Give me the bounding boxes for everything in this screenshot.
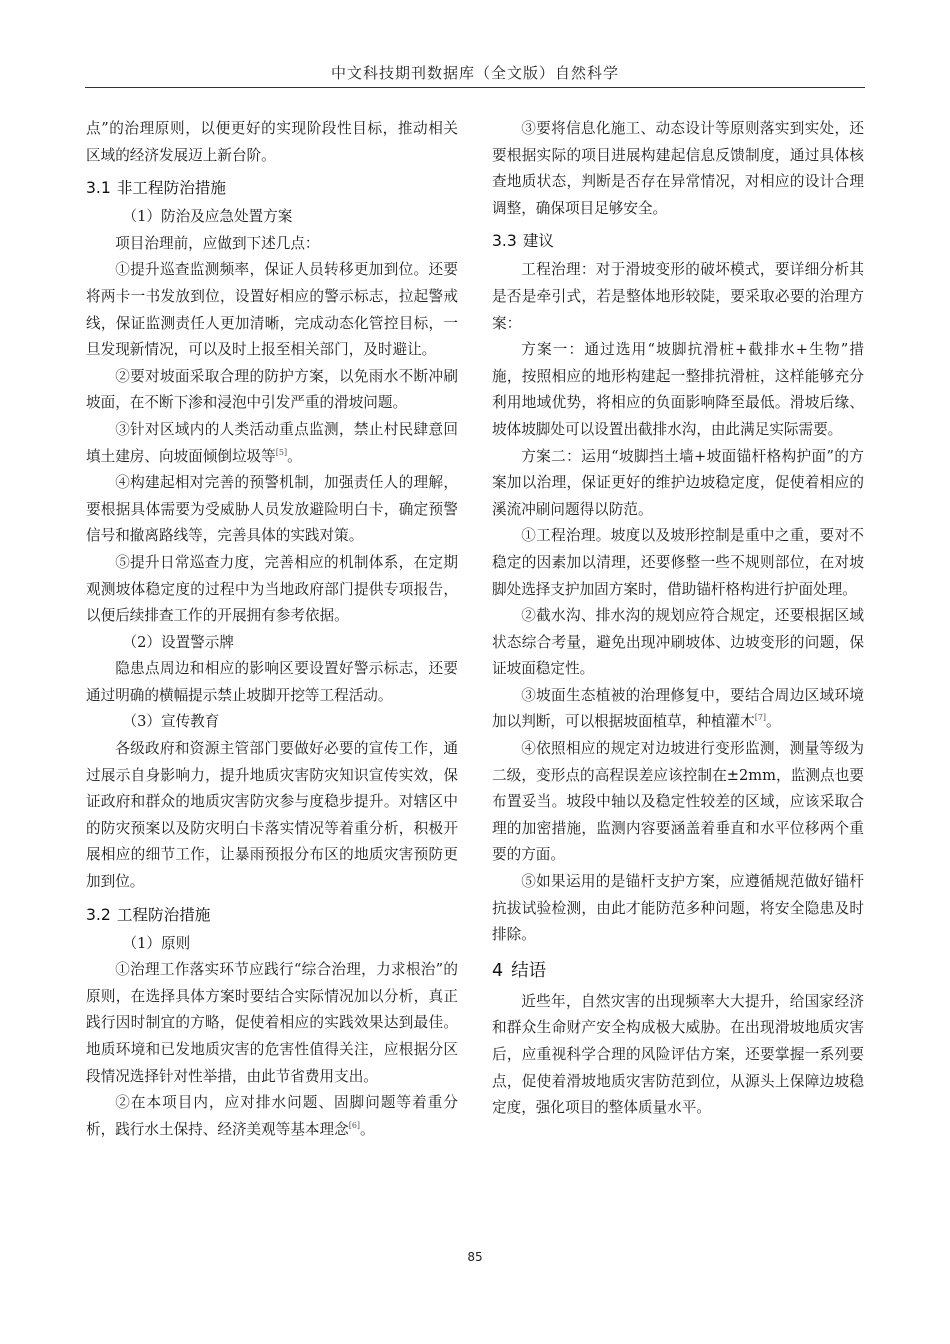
paragraph-text: ②在本项目内，应对排水问题、固脚问题等着重分析，践行水土保持、经济美观等基本理念 (86, 1094, 458, 1138)
subheading-warning-sign: （2）设置警示牌 (122, 633, 234, 651)
citation-ref[interactable]: [7] (754, 713, 767, 723)
journal-header: 中文科技期刊数据库（全文版）自然科学 (330, 64, 619, 82)
paragraph-item-5: ⑤提升日常巡查力度，完善相应的机制体系，在定期观测坡体稳定度的过程中为当地政府部门提供专项报告，以便后续排查工作的开展拥有参考依据。 (86, 553, 458, 625)
subheading-education: （3）宣传教育 (122, 713, 220, 731)
left-column (86, 116, 458, 1143)
subheading-principle: （1）原则 (122, 934, 191, 952)
paragraph-end: 。 (287, 447, 302, 465)
paragraph-principle-3: ③要将信息化施工、动态设计等原则落实到实处，还要根据实际的项目进展构建起信息反馈制度，通过具体核查地质状态，判断是否存在异常情况，对相应的设计合理调整，确保项目足够安全。 (492, 120, 864, 217)
section-number: 4 (492, 960, 504, 981)
section-title: 建议 (522, 232, 555, 251)
paragraph-text: ③针对区域内的人类活动重点监测，禁止村民肆意回填土建房、向坡面倾倒垃圾等 (86, 420, 458, 465)
citation-ref[interactable]: [6] (348, 1120, 361, 1130)
paragraph-measure-2: ②截水沟、排水沟的规划应符合规定，还要根据区域状态综合考量，避免出现冲刷坡体、边坡变形的问题，保证坡面稳定性。 (492, 607, 864, 678)
section-heading-3-1 (86, 175, 458, 201)
paragraph-measure-5: ⑤如果运用的是锚杆支护方案，应遵循规范做好锚杆抗拔试验检测，由此才能防范多种问题，将安全隐患及时排除。 (492, 873, 864, 944)
citation-ref[interactable]: [5] (275, 447, 288, 457)
section-heading-3-3 (492, 228, 864, 254)
section-title: 结语 (511, 960, 547, 981)
section-heading-3-2 (86, 902, 458, 928)
paragraph-end: 。 (766, 713, 781, 731)
paragraph-measure-4: ④依照相应的规定对边坡进行变形监测，测量等级为二级，变形点的高程误差应该控制在±2mm，监测点也要布置妥当。坡段中轴以及稳定性较差的区域，应该采取合理的加密措施，监测内容要涵盖着垂直和水平位移两个重要的方面。 (492, 740, 864, 864)
header-rule (85, 87, 865, 88)
paragraph-end: 。 (360, 1120, 375, 1138)
paragraph-item-3 (86, 417, 458, 470)
paragraph-plan-1: 方案一：通过选用“坡脚抗滑桩+截排水+生物”措施，按照相应的地形构建起一整排抗滑桩，这样能够充分利用地域优势，将相应的负面影响降至最低。滑坡后缘、坡体坡脚处可以设置出截排水沟，由此满足实际需要。 (492, 341, 864, 438)
paragraph-text: ③坡面生态植被的治理修复中，要结合周边区域环境加以判断，可以根据坡面植草，种植灌木 (492, 686, 864, 731)
paragraph-measure-3 (492, 683, 864, 736)
section-title: 非工程防治措施 (116, 179, 226, 198)
section-number: 3.2 (86, 905, 111, 924)
page-number: 85 (467, 1250, 483, 1264)
paragraph-warning: 隐患点周边和相应的影响区要设置好警示标志，还要通过明确的横幅提示禁止坡脚开挖等工程活动。 (86, 660, 458, 704)
section-title: 工程防治措施 (116, 905, 211, 924)
paragraph-conclusion: 近些年，自然灾害的出现频率大大提升，给国家经济和群众生命财产安全构成极大威胁。在出现滑坡地质灾害后，应重视科学合理的风险评估方案，还要掌握一系列要点，促使着滑坡地质灾害防范到位，从源头上保障边坡稳定度，强化项目的整体质量水平。 (492, 992, 864, 1117)
paragraph-item-2: ②要对坡面采取合理的防护方案，以免雨水不断冲刷坡面，在不断下渗和浸泡中引发严重的滑坡问题。 (86, 367, 458, 412)
section-number: 3.1 (86, 179, 111, 198)
paragraph-lead: 项目治理前，应做到下述几点： (115, 234, 320, 252)
paragraph-item-4: ④构建起相对完善的预警机制，加强责任人的理解，要根据具体需要为受威胁人员发放避险明白卡，确定预警信号和撤离路线等，完善具体的实践对策。 (86, 474, 458, 545)
paragraph-principle-1: ①治理工作落实环节应践行“综合治理，力求根治”的原则，在选择具体方案时要结合实际情况加以分析，真正践行因时制宜的方略，促使着相应的实践效果达到最佳。地质环境和已发地质灾害的危害性值得关注，应根据分区段情况选择针对性举措，由此节省费用支出。 (86, 961, 458, 1085)
paragraph-measure-1: ①工程治理。坡度以及坡形控制是重中之重，要对不稳定的因素加以清理，还要修整一些不规则部位，在对坡脚处选择支护加固方案时，借助锚杆格构进行护面处理。 (492, 527, 864, 598)
paragraph-principle-2 (86, 1090, 458, 1143)
section-number: 3.3 (492, 232, 517, 251)
subheading-emergency-plan: （1）防治及应急处置方案 (122, 208, 293, 226)
section-heading-4 (492, 957, 864, 985)
paragraph-plan-2: 方案二：运用“坡脚挡土墙+坡面锚杆格构护面”的方案加以治理，保证更好的维护边坡稳定度，促使着相应的溪流冲刷问题得以防范。 (492, 447, 864, 518)
paragraph-engineering: 工程治理：对于滑坡变形的破坏模式，要详细分析其是否是牵引式，若是整体地形较陡，要采取必要的治理方案： (492, 261, 864, 332)
paragraph-education: 各级政府和资源主管部门要做好必要的宣传工作，通过展示自身影响力，提升地质灾害防灾知识宣传实效，保证政府和群众的地质灾害防灾参与度稳步提升。对辖区中的防灾预案以及防灾明白卡落实情况等着重分析，积极开展相应的细节工作，让暴雨预报分布区的地质灾害预防更加到位。 (86, 740, 458, 891)
paragraph-item-1: ①提升巡查监测频率，保证人员转移更加到位。还要将两卡一书发放到位，设置好相应的警示标志，拉起警戒线，保证监测责任人更加清晰，完成动态化管控目标，一旦发现新情况，可以及时上报至相关部门，及时避让。 (86, 261, 458, 359)
paragraph-intro: 点”的治理原则，以便更好的实现阶段性目标，推动相关区域的经济发展迈上新台阶。 (86, 120, 458, 164)
right-column (492, 116, 864, 1122)
